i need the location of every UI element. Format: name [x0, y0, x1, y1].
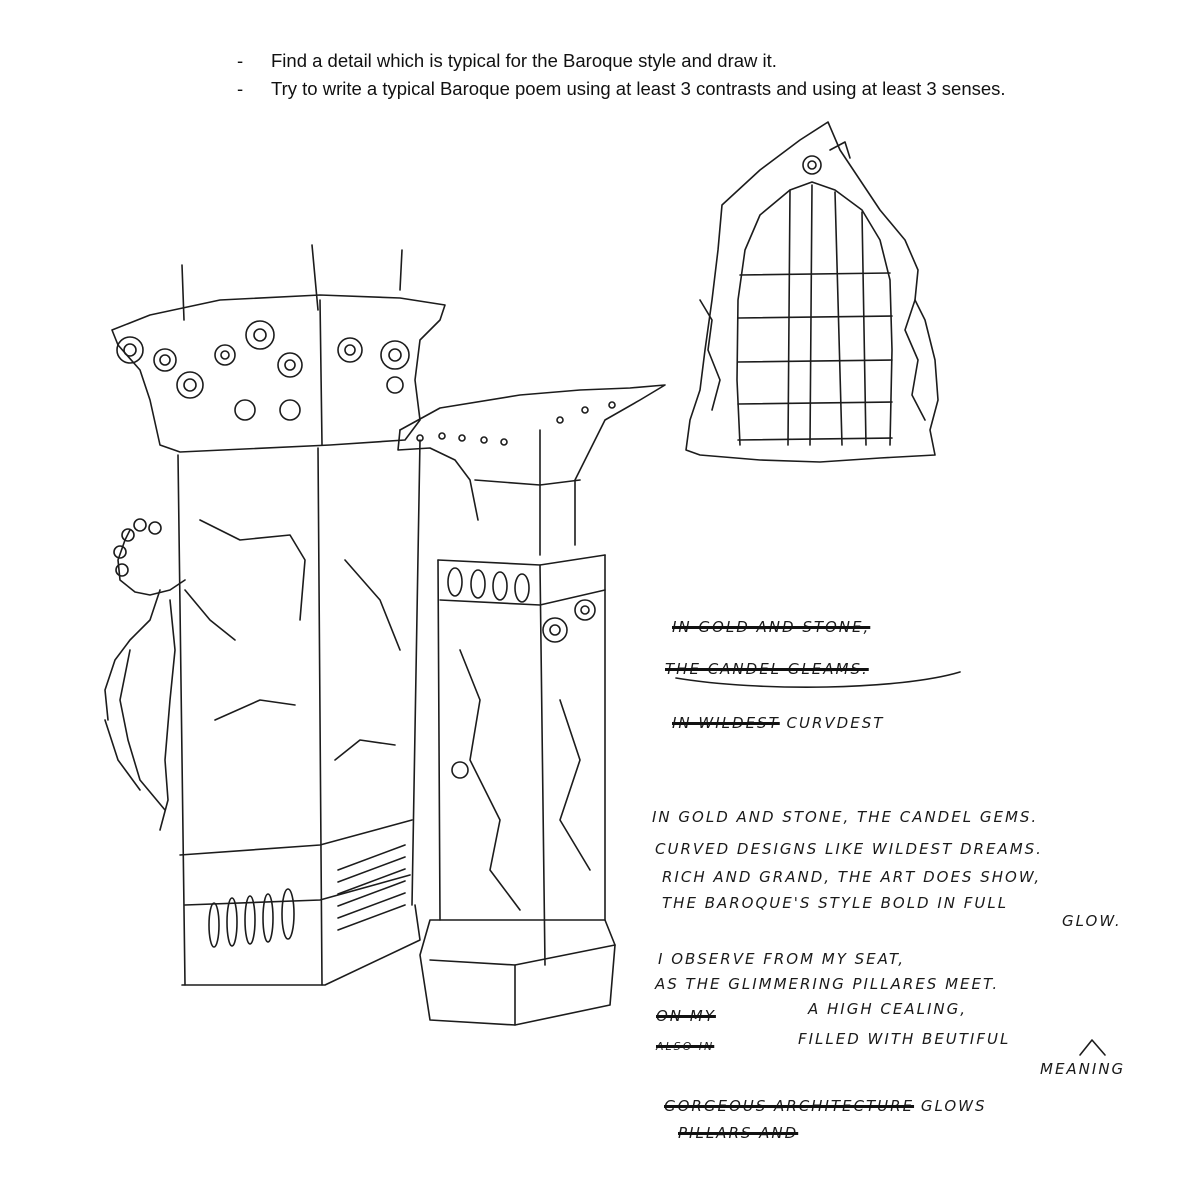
column-left-sketch	[112, 245, 445, 985]
poem-line: AS THE GLIMMERING PILLARES MEET.	[655, 975, 1000, 993]
poem-line: CURVED DESIGNS LIKE WILDEST DREAMS.	[655, 840, 1043, 858]
final-line	[664, 1097, 987, 1115]
draft-line-1: IN GOLD AND STONE,	[672, 618, 871, 636]
draft-line-3	[672, 714, 884, 732]
final-line-2: PILLARS AND	[678, 1124, 799, 1142]
figure-sketch	[105, 519, 235, 830]
poem-struck-fragment: ALSO IN	[656, 1040, 715, 1053]
poem-line: RICH AND GRAND, THE ART DOES SHOW,	[662, 868, 1042, 886]
bullet-dash: -	[237, 78, 244, 99]
draft-line-2: THE CANDEL GLEAMS.	[665, 660, 869, 678]
poem-line: THE BAROQUE'S STYLE BOLD IN FULL	[662, 894, 1009, 912]
instruction-text: Try to write a typical Baroque poem using at least 3 contrasts and using at least 3 senses.	[271, 78, 1006, 99]
final-line-kept: GLOWS	[920, 1097, 987, 1115]
bullet-dash: -	[237, 50, 244, 71]
final-line-struck: GORGEOUS ARCHITECTURE	[664, 1097, 915, 1115]
poem-line: MEANING	[1040, 1060, 1126, 1078]
draft-line-3-kept: CURVDEST	[786, 714, 885, 732]
poem-struck-fragment: ON MY	[656, 1007, 716, 1025]
draft-line-3-struck: IN WILDEST	[672, 714, 780, 732]
column-right-sketch	[398, 385, 665, 1025]
instruction-text: Find a detail which is typical for the Baroque style and draw it.	[271, 50, 777, 71]
poem-line: I OBSERVE FROM MY SEAT,	[658, 950, 905, 968]
poem-line: FILLED WITH BEUTIFUL	[798, 1030, 1011, 1048]
meaning-caret	[1080, 1040, 1105, 1055]
poem-line: IN GOLD AND STONE, THE CANDEL GEMS.	[652, 808, 1039, 826]
window-sketch	[686, 122, 938, 462]
poem-line: A HIGH CEALING,	[808, 1000, 968, 1018]
poem-line: GLOW.	[1062, 912, 1122, 930]
